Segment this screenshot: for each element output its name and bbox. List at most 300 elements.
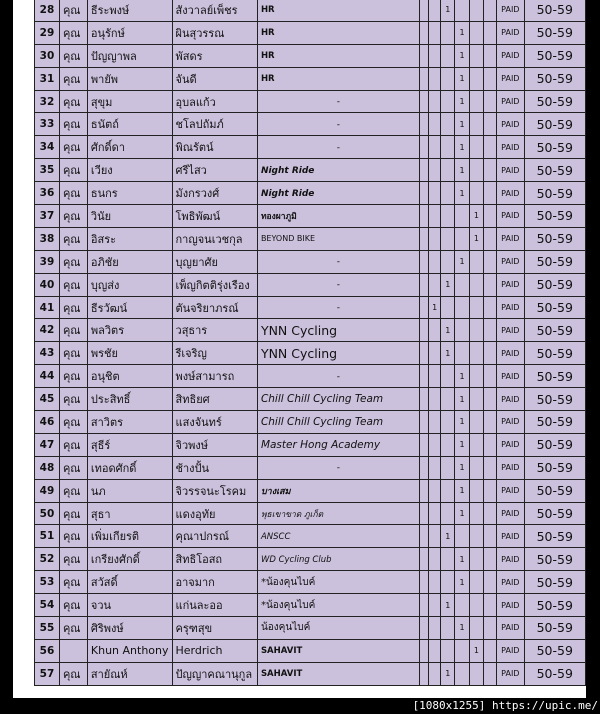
category-mark-cell <box>429 456 441 479</box>
age-group: 50-59 <box>524 502 586 525</box>
category-mark-cell: 1 <box>455 502 469 525</box>
category-mark-cell: 1 <box>441 273 455 296</box>
last-name: ศรีไสว <box>172 159 257 182</box>
category-mark-cell <box>441 571 455 594</box>
category-mark-cell <box>484 296 497 319</box>
age-group: 50-59 <box>524 296 586 319</box>
table-row <box>35 662 586 685</box>
table-row <box>35 433 586 456</box>
last-name: Herdrich <box>172 639 257 662</box>
category-mark-cell <box>469 548 483 571</box>
team-cell <box>257 639 419 662</box>
team-cell <box>257 182 419 205</box>
team-name: - <box>336 119 340 130</box>
team-name: WD Cycling Club <box>260 554 332 565</box>
table-row <box>35 0 586 21</box>
team-name: - <box>336 371 340 382</box>
category-mark-cell <box>469 113 483 136</box>
age-group: 50-59 <box>524 159 586 182</box>
row-number: 45 <box>35 388 60 411</box>
paid-status: PAID <box>497 90 524 113</box>
row-number: 49 <box>35 479 60 502</box>
first-name: เพิ่มเกียรติ <box>87 525 172 548</box>
category-mark-cell: 1 <box>455 411 469 434</box>
category-mark-cell <box>429 113 441 136</box>
team-name: YNN Cycling <box>260 345 338 361</box>
first-name: สายัณห์ <box>87 662 172 685</box>
category-mark-cell <box>441 182 455 205</box>
team-name: น้องคุนไบค์ <box>260 622 311 634</box>
row-number: 43 <box>35 342 60 365</box>
team-name: Night Ride <box>260 188 315 199</box>
category-mark-cell <box>469 571 483 594</box>
paid-status: PAID <box>497 159 524 182</box>
category-mark-cell <box>484 44 497 67</box>
age-group: 50-59 <box>524 250 586 273</box>
category-mark-cell <box>484 479 497 502</box>
paid-status: PAID <box>497 136 524 159</box>
name-prefix: คุณ <box>59 205 87 228</box>
category-mark-cell: 1 <box>441 319 455 342</box>
team-cell <box>257 388 419 411</box>
last-name: เพ็ญกิตติรุ่งเรือง <box>172 273 257 296</box>
row-number: 33 <box>35 113 60 136</box>
last-name: บุญยาศัย <box>172 250 257 273</box>
team-cell <box>257 502 419 525</box>
category-mark-cell <box>441 90 455 113</box>
category-mark-cell <box>484 113 497 136</box>
row-number: 54 <box>35 594 60 617</box>
team-name: *น้องคุนไบค์ <box>260 576 316 588</box>
team-cell <box>257 662 419 685</box>
name-prefix: คุณ <box>59 21 87 44</box>
name-prefix: คุณ <box>59 479 87 502</box>
category-mark-cell <box>484 617 497 640</box>
row-number: 46 <box>35 411 60 434</box>
paid-status: PAID <box>497 67 524 90</box>
table-row <box>35 296 586 319</box>
team-name: - <box>336 257 340 268</box>
team-name: Chill Chill Cycling Team <box>260 415 384 428</box>
table-row <box>35 388 586 411</box>
team-name: HR <box>260 28 275 39</box>
table-row <box>35 227 586 250</box>
age-group: 50-59 <box>524 136 586 159</box>
first-name: อิสระ <box>87 227 172 250</box>
team-name: YNN Cycling <box>260 322 338 338</box>
category-mark-cell <box>429 548 441 571</box>
table-row <box>35 159 586 182</box>
row-number: 37 <box>35 205 60 228</box>
last-name: กาญจนเวชกุล <box>172 227 257 250</box>
team-cell <box>257 525 419 548</box>
name-prefix: คุณ <box>59 90 87 113</box>
category-mark-cell <box>429 662 441 685</box>
image-size-caption: [1080x1255] https://upic.me/ <box>409 698 598 714</box>
document-page <box>13 0 586 698</box>
category-mark-cell <box>429 479 441 502</box>
first-name: ศักดิ์ดา <box>87 136 172 159</box>
spacer-cell <box>419 90 428 113</box>
age-group: 50-59 <box>524 67 586 90</box>
age-group: 50-59 <box>524 525 586 548</box>
team-cell <box>257 365 419 388</box>
category-mark-cell <box>484 273 497 296</box>
team-name: พุธเขาขาด ภูเก็ต <box>260 509 324 520</box>
first-name: ปัญญาพล <box>87 44 172 67</box>
team-cell <box>257 617 419 640</box>
spacer-cell <box>419 205 428 228</box>
team-cell <box>257 319 419 342</box>
row-number: 35 <box>35 159 60 182</box>
category-mark-cell: 1 <box>469 205 483 228</box>
row-number: 55 <box>35 617 60 640</box>
category-mark-cell <box>441 250 455 273</box>
category-mark-cell: 1 <box>455 433 469 456</box>
age-group: 50-59 <box>524 227 586 250</box>
row-number: 51 <box>35 525 60 548</box>
table-row <box>35 365 586 388</box>
name-prefix: คุณ <box>59 250 87 273</box>
category-mark-cell <box>484 594 497 617</box>
last-name: โพธิพัฒน์ <box>172 205 257 228</box>
table-row <box>35 548 586 571</box>
paid-status: PAID <box>497 617 524 640</box>
table-row <box>35 617 586 640</box>
table-row <box>35 319 586 342</box>
category-mark-cell <box>441 479 455 502</box>
team-name: ทองผาภูมิ <box>260 211 297 222</box>
paid-status: PAID <box>497 479 524 502</box>
table-row <box>35 113 586 136</box>
first-name: นภ <box>87 479 172 502</box>
category-mark-cell <box>441 639 455 662</box>
table-row <box>35 594 586 617</box>
category-mark-cell <box>484 21 497 44</box>
category-mark-cell <box>455 319 469 342</box>
category-mark-cell <box>455 0 469 21</box>
age-group: 50-59 <box>524 456 586 479</box>
last-name: วสุธาร <box>172 319 257 342</box>
row-number: 41 <box>35 296 60 319</box>
category-mark-cell <box>469 433 483 456</box>
category-mark-cell <box>484 456 497 479</box>
name-prefix <box>59 639 87 662</box>
row-number: 38 <box>35 227 60 250</box>
team-name: บางเสม <box>260 486 291 497</box>
category-mark-cell <box>455 273 469 296</box>
category-mark-cell <box>469 594 483 617</box>
team-name: Master Hong Academy <box>260 438 381 451</box>
row-number: 42 <box>35 319 60 342</box>
paid-status: PAID <box>497 433 524 456</box>
spacer-cell <box>419 296 428 319</box>
spacer-cell <box>419 662 428 685</box>
paid-status: PAID <box>497 44 524 67</box>
category-mark-cell <box>429 182 441 205</box>
last-name: ผินสุวรรณ <box>172 21 257 44</box>
category-mark-cell: 1 <box>429 296 441 319</box>
paid-status: PAID <box>497 594 524 617</box>
name-prefix: คุณ <box>59 136 87 159</box>
first-name: อภิชัย <box>87 250 172 273</box>
last-name: รีเจริญ <box>172 342 257 365</box>
name-prefix: คุณ <box>59 548 87 571</box>
spacer-cell <box>419 456 428 479</box>
spacer-cell <box>419 433 428 456</box>
spacer-cell <box>419 342 428 365</box>
category-mark-cell: 1 <box>455 67 469 90</box>
first-name: สวัสดิ์ <box>87 571 172 594</box>
name-prefix: คุณ <box>59 617 87 640</box>
last-name: ช้างปั้น <box>172 456 257 479</box>
spacer-cell <box>419 388 428 411</box>
row-number: 52 <box>35 548 60 571</box>
paid-status: PAID <box>497 662 524 685</box>
table-row <box>35 182 586 205</box>
paid-status: PAID <box>497 411 524 434</box>
category-mark-cell <box>484 136 497 159</box>
paid-status: PAID <box>497 365 524 388</box>
first-name: ธีระพงษ์ <box>87 0 172 21</box>
category-mark-cell <box>441 548 455 571</box>
last-name: อาจมาก <box>172 571 257 594</box>
name-prefix: คุณ <box>59 67 87 90</box>
category-mark-cell <box>441 411 455 434</box>
category-mark-cell <box>429 319 441 342</box>
name-prefix: คุณ <box>59 159 87 182</box>
age-group: 50-59 <box>524 44 586 67</box>
paid-status: PAID <box>497 548 524 571</box>
category-mark-cell <box>429 433 441 456</box>
row-number: 31 <box>35 67 60 90</box>
category-mark-cell: 1 <box>455 90 469 113</box>
category-mark-cell <box>441 227 455 250</box>
row-number: 30 <box>35 44 60 67</box>
last-name: แก่นละออ <box>172 594 257 617</box>
last-name: พงษ์สามารถ <box>172 365 257 388</box>
category-mark-cell <box>429 365 441 388</box>
name-prefix: คุณ <box>59 296 87 319</box>
category-mark-cell <box>429 21 441 44</box>
team-cell <box>257 21 419 44</box>
age-group: 50-59 <box>524 662 586 685</box>
paid-status: PAID <box>497 182 524 205</box>
category-mark-cell: 1 <box>455 479 469 502</box>
category-mark-cell: 1 <box>455 159 469 182</box>
age-group: 50-59 <box>524 90 586 113</box>
table-row <box>35 525 586 548</box>
first-name: อนุรักษ์ <box>87 21 172 44</box>
team-name: SAHAVIT <box>260 669 303 680</box>
category-mark-cell <box>469 502 483 525</box>
team-cell <box>257 594 419 617</box>
spacer-cell <box>419 548 428 571</box>
last-name: ครุฑสุข <box>172 617 257 640</box>
age-group: 50-59 <box>524 639 586 662</box>
category-mark-cell <box>441 617 455 640</box>
spacer-cell <box>419 617 428 640</box>
name-prefix: คุณ <box>59 388 87 411</box>
table-row <box>35 342 586 365</box>
category-mark-cell <box>429 0 441 21</box>
name-prefix: คุณ <box>59 0 87 21</box>
team-cell <box>257 136 419 159</box>
team-name: HR <box>260 51 275 62</box>
spacer-cell <box>419 571 428 594</box>
table-row <box>35 639 586 662</box>
category-mark-cell <box>469 21 483 44</box>
last-name: แสงจันทร์ <box>172 411 257 434</box>
category-mark-cell: 1 <box>455 548 469 571</box>
row-number: 50 <box>35 502 60 525</box>
category-mark-cell <box>469 159 483 182</box>
name-prefix: คุณ <box>59 227 87 250</box>
category-mark-cell <box>469 525 483 548</box>
paid-status: PAID <box>497 296 524 319</box>
spacer-cell <box>419 594 428 617</box>
team-cell <box>257 296 419 319</box>
name-prefix: คุณ <box>59 365 87 388</box>
category-mark-cell <box>429 205 441 228</box>
category-mark-cell: 1 <box>455 21 469 44</box>
name-prefix: คุณ <box>59 44 87 67</box>
category-mark-cell: 1 <box>455 113 469 136</box>
name-prefix: คุณ <box>59 502 87 525</box>
row-number: 57 <box>35 662 60 685</box>
category-mark-cell <box>469 0 483 21</box>
first-name: พลวิตร <box>87 319 172 342</box>
category-mark-cell <box>429 502 441 525</box>
category-mark-cell <box>469 136 483 159</box>
paid-status: PAID <box>497 21 524 44</box>
first-name: สุธา <box>87 502 172 525</box>
table-row <box>35 205 586 228</box>
category-mark-cell <box>429 90 441 113</box>
paid-status: PAID <box>497 113 524 136</box>
category-mark-cell <box>484 319 497 342</box>
category-mark-cell <box>441 205 455 228</box>
last-name: พัสดร <box>172 44 257 67</box>
table-row <box>35 44 586 67</box>
name-prefix: คุณ <box>59 342 87 365</box>
first-name: ศิริพงษ์ <box>87 617 172 640</box>
category-mark-cell <box>469 662 483 685</box>
paid-status: PAID <box>497 639 524 662</box>
category-mark-cell <box>429 227 441 250</box>
name-prefix: คุณ <box>59 319 87 342</box>
category-mark-cell: 1 <box>455 456 469 479</box>
spacer-cell <box>419 159 428 182</box>
paid-status: PAID <box>497 0 524 21</box>
first-name: เวียง <box>87 159 172 182</box>
category-mark-cell <box>455 342 469 365</box>
category-mark-cell <box>469 296 483 319</box>
category-mark-cell <box>441 502 455 525</box>
first-name: ธีรวัฒน์ <box>87 296 172 319</box>
first-name: สุขุม <box>87 90 172 113</box>
age-group: 50-59 <box>524 205 586 228</box>
age-group: 50-59 <box>524 319 586 342</box>
category-mark-cell: 1 <box>469 227 483 250</box>
age-group: 50-59 <box>524 273 586 296</box>
category-mark-cell <box>469 342 483 365</box>
paid-status: PAID <box>497 250 524 273</box>
category-mark-cell <box>441 113 455 136</box>
category-mark-cell <box>484 571 497 594</box>
spacer-cell <box>419 411 428 434</box>
category-mark-cell <box>429 159 441 182</box>
paid-status: PAID <box>497 525 524 548</box>
category-mark-cell <box>469 365 483 388</box>
category-mark-cell <box>429 342 441 365</box>
category-mark-cell: 1 <box>441 0 455 21</box>
table-row <box>35 136 586 159</box>
category-mark-cell <box>441 456 455 479</box>
category-mark-cell <box>429 617 441 640</box>
category-mark-cell <box>469 250 483 273</box>
last-name: พิณรัตน์ <box>172 136 257 159</box>
last-name: จิวรรจนะโรคม <box>172 479 257 502</box>
paid-status: PAID <box>497 388 524 411</box>
category-mark-cell <box>469 273 483 296</box>
category-mark-cell <box>429 273 441 296</box>
category-mark-cell: 1 <box>455 365 469 388</box>
category-mark-cell <box>484 342 497 365</box>
age-group: 50-59 <box>524 594 586 617</box>
category-mark-cell <box>469 90 483 113</box>
table-row <box>35 67 586 90</box>
paid-status: PAID <box>497 273 524 296</box>
table-row <box>35 250 586 273</box>
team-name: - <box>336 97 340 107</box>
age-group: 50-59 <box>524 365 586 388</box>
category-mark-cell <box>429 571 441 594</box>
team-cell <box>257 433 419 456</box>
category-mark-cell <box>441 365 455 388</box>
spacer-cell <box>419 21 428 44</box>
category-mark-cell <box>484 388 497 411</box>
team-cell <box>257 342 419 365</box>
team-name: *น้องคุนไบค์ <box>260 599 316 611</box>
first-name: พายัพ <box>87 67 172 90</box>
category-mark-cell <box>484 525 497 548</box>
category-mark-cell <box>484 639 497 662</box>
first-name: วินัย <box>87 205 172 228</box>
name-prefix: คุณ <box>59 411 87 434</box>
category-mark-cell <box>455 296 469 319</box>
last-name: สิทธิโอสถ <box>172 548 257 571</box>
category-mark-cell <box>429 411 441 434</box>
name-prefix: คุณ <box>59 273 87 296</box>
last-name: คุณาปกรณ์ <box>172 525 257 548</box>
category-mark-cell: 1 <box>441 594 455 617</box>
team-name: BEYOND BIKE <box>260 234 316 244</box>
team-name: SAHAVIT <box>260 646 303 657</box>
category-mark-cell <box>484 548 497 571</box>
category-mark-cell: 1 <box>441 525 455 548</box>
team-cell <box>257 67 419 90</box>
age-group: 50-59 <box>524 182 586 205</box>
category-mark-cell <box>469 67 483 90</box>
row-number: 36 <box>35 182 60 205</box>
team-cell <box>257 456 419 479</box>
category-mark-cell: 1 <box>455 571 469 594</box>
category-mark-cell <box>441 159 455 182</box>
name-prefix: คุณ <box>59 182 87 205</box>
spacer-cell <box>419 525 428 548</box>
spacer-cell <box>419 67 428 90</box>
